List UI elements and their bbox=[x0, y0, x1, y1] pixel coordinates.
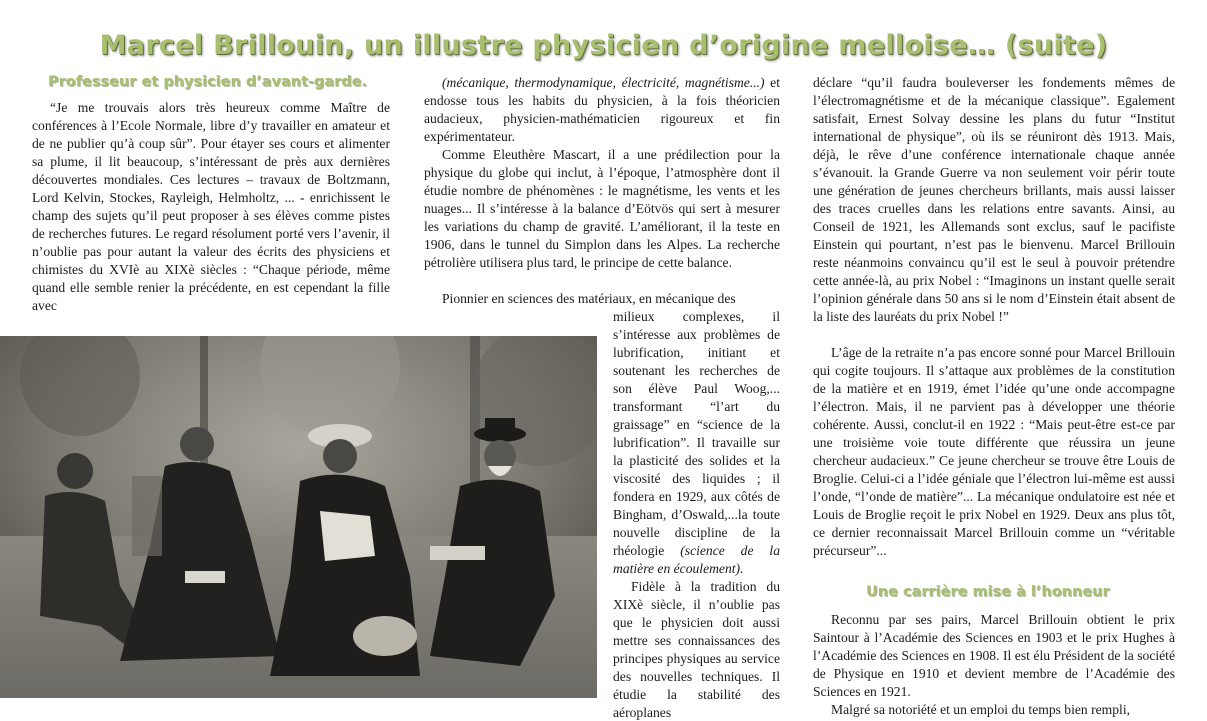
article-title: Marcel Brillouin, un illustre physicien d’origine melloise… (suite) bbox=[99, 30, 1108, 61]
column2-para1-rest: et endosse tous les habits du physicien, à la fois théoricien audacieux, physicien-mathématicien rigoureux et fin expérimentateur. bbox=[424, 75, 780, 144]
column2-paragraph-4: Fidèle à la tradition du XIXè siècle, il n’oublie pas que le physicien doit aussi mettre ses connaissances des principes physiques au service des nouvelles techniques. Il étudie la stabilité des aéroplanes bbox=[613, 579, 780, 720]
historical-family-photo bbox=[0, 336, 597, 698]
column2-paragraph-3-narrow bbox=[613, 308, 780, 578]
column2-para3-italic: (science de la matière en écoulement). bbox=[613, 543, 780, 576]
column2-para3-text: milieux complexes, il s’intéresse aux problèmes de lubrification, initiant et soutenant les recherches de son élève Paul Woog,... transformant “l’art du graissage” en “science de la lubrification”. Il travaille sur la plasticité des solides et la viscosité des liquides ; il fondera en 1929, aux côtés de Bingham, d’Oswald,...la toute nouvelle discipline de la rhéologie bbox=[613, 309, 780, 558]
column2-paragraph-3-start: Pionnier en sciences des matériaux, en mécanique des bbox=[442, 291, 736, 306]
column3-paragraph-4: Malgré sa notoriété et un emploi du temps bien rempli, bbox=[831, 702, 1130, 717]
section-heading-professeur: Professeur et physicien d’avant-garde. bbox=[48, 74, 368, 90]
column2-italic-opening: (mécanique, thermodynamique, électricité, magnétisme...) bbox=[442, 75, 765, 90]
photo-illustration bbox=[0, 336, 597, 698]
column3-paragraph-2: L’âge de la retraite n’a pas encore sonné pour Marcel Brillouin qui cogite toujours. Il s’attaque aux problèmes de la constitution de la matière et en 1919, émet l’idée qu’une onde accompagne l’électron. Mais, il ne parvient pas à développer une théorie cohérente. Aussi, conclut-il en 1922 : “Mais peut-être est-ce par une troisième voie toute différente que réussira un jeune chercheur audacieux.” Ce jeune chercheur se trouve être Louis de Broglie. Celui-ci a l’idée géniale que l’électron lui-même est aussi l’onde, “l’onde de matière”... La mécanique ondulatoire est née et Louis de Broglie reçoit le prix Nobel en 1929. Deux ans plus tôt, ce dernier reconnaissait Marcel Brillouin comme un “véritable précurseur”... bbox=[813, 345, 1175, 558]
column3-paragraph-3: Reconnu par ses pairs, Marcel Brillouin obtient le prix Saintour à l’Académie des Sciences en 1903 et le prix Hughes à l’Académie des Sciences en 1908. Il est élu Président de la société de Physique en 1910 et devient membre de l’Académie des Sciences en 1921. bbox=[813, 612, 1175, 699]
section-heading-carriere: Une carrière mise à l’honneur bbox=[866, 584, 1110, 600]
column1-paragraph: “Je me trouvais alors très heureux comme Maître de conférences à l’Ecole Normale, libre d’y travailler en amateur et de ne publier qu’à coup sûr”. Pour étayer ses cours et alimenter sa plume, il lit beaucoup, s’intéressant de près aux dernières découvertes mondiales. Ces lectures – travaux de Boltzmann, Lord Kelvin, Stockes, Rayleigh, Helmholtz, ... - enrichissent le champ des sujets qu’il peut proposer à ses élèves comme pistes de recherches futures. Le regard résolument porté vers l’avenir, il n’oublie pas pour autant la valeur des écrits des physiciens et chimistes du XVIè au XIXè siècles : “Chaque période, même quand elle semble renier la précédente, en est cependant la fille avec bbox=[32, 100, 390, 313]
column2-paragraph-2: Comme Eleuthère Mascart, il a une prédilection pour la physique du globe qui inclut, à l’époque, l’atmosphère dont il étudie nombre de phénomènes : le magnétisme, les vents et les nuages... Il s’intéresse à la balance d’Eötvös qui sert à mesurer les variations du champ de gravité. L’améliorant, il la teste en 1906, dans le tunnel du Simplon dans les Alpes. La recherche pétrolière utilisera plus tard, le principe de cette balance. bbox=[424, 147, 780, 270]
column3-paragraph-1: déclare “qu’il faudra bouleverser les fondements mêmes de l’électromagnétisme et de la mécanique classique”. Egalement satisfait, Ernest Solvay dessine les plans du futur “Institut international de physique”, où ils se réuniront dès 1913. Mais, déjà, le rêve d’une conférence internationale chaque année s’évanouit. la Grande Guerre va non seulement voir périr toute une génération de jeunes chercheurs brillants, mais aussi laisser des traces cruelles dans les relations entre savants. Ainsi, au Conseil de 1921, les Allemands sont exclus, sauf le pacifiste Einstein qui pourtant, n’est pas le bienvenu. Marcel Brillouin reste néanmoins convaincu qu’il est le seul à pouvoir prétendre cette année-là, au prix Nobel : “Imaginons un instant quelle serait l’opinion générale dans 50 ans si le nom d’Einstein était absent de la liste des lauréats du prix Nobel !” bbox=[813, 75, 1175, 324]
